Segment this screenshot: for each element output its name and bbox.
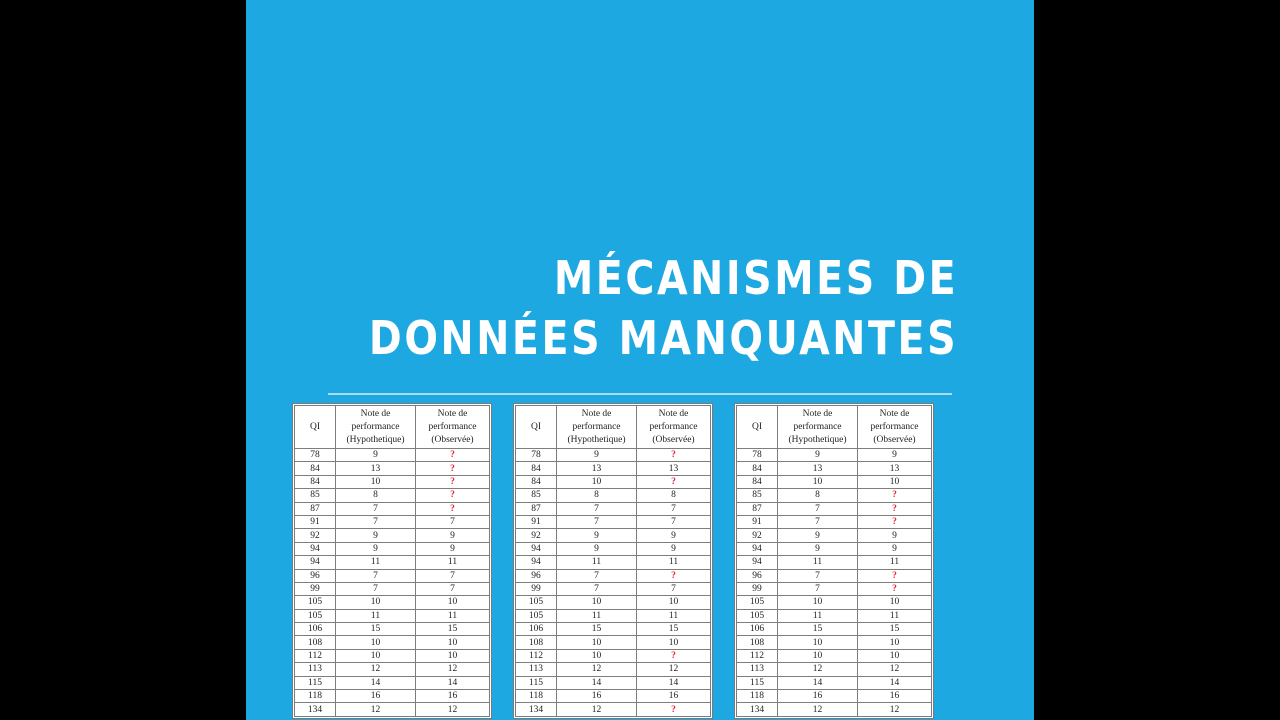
- cell-hypothetique: 7: [336, 569, 416, 582]
- missing-value-marker: ?: [858, 569, 932, 582]
- table-row: [295, 556, 490, 569]
- table-row: [516, 690, 711, 703]
- cell-observee: 10: [858, 475, 932, 488]
- missing-value-marker: ?: [858, 515, 932, 528]
- cell-hypothetique: 11: [557, 556, 637, 569]
- header-qi: QI: [737, 406, 778, 449]
- cell-qi: 91: [516, 515, 557, 528]
- cell-qi: 105: [737, 596, 778, 609]
- cell-qi: 115: [516, 676, 557, 689]
- cell-observee: 12: [858, 703, 932, 716]
- cell-hypothetique: 13: [778, 462, 858, 475]
- cell-qi: 92: [516, 529, 557, 542]
- cell-hypothetique: 11: [778, 556, 858, 569]
- table-mar: [513, 403, 713, 719]
- missing-value-marker: ?: [637, 475, 711, 488]
- cell-hypothetique: 7: [778, 569, 858, 582]
- table-row: [516, 703, 711, 716]
- cell-hypothetique: 7: [336, 515, 416, 528]
- table-row: [516, 636, 711, 649]
- cell-qi: 96: [737, 569, 778, 582]
- cell-qi: 112: [737, 649, 778, 662]
- cell-hypothetique: 10: [778, 596, 858, 609]
- table-row: [295, 542, 490, 555]
- missing-value-marker: ?: [858, 489, 932, 502]
- cell-qi: 105: [516, 596, 557, 609]
- cell-observee: 7: [637, 502, 711, 515]
- cell-hypothetique: 14: [336, 676, 416, 689]
- cell-qi: 106: [516, 623, 557, 636]
- cell-observee: 10: [416, 636, 490, 649]
- cell-hypothetique: 9: [557, 449, 637, 462]
- cell-hypothetique: 12: [778, 703, 858, 716]
- slide-title: [369, 248, 958, 368]
- cell-qi: 78: [737, 449, 778, 462]
- cell-observee: 11: [637, 556, 711, 569]
- cell-observee: 7: [416, 569, 490, 582]
- cell-hypothetique: 9: [778, 542, 858, 555]
- header-observee: Note de performance (Observée): [416, 406, 490, 449]
- cell-qi: 94: [737, 556, 778, 569]
- table-row: [295, 462, 490, 475]
- header-hypothetique: Note de performance (Hypothetique): [557, 406, 637, 449]
- header-row: [295, 406, 490, 449]
- table-row: [737, 449, 932, 462]
- cell-hypothetique: 16: [336, 690, 416, 703]
- cell-observee: 9: [858, 449, 932, 462]
- cell-qi: 112: [516, 649, 557, 662]
- missing-value-marker: ?: [637, 649, 711, 662]
- cell-qi: 113: [295, 663, 336, 676]
- cell-observee: 7: [637, 582, 711, 595]
- cell-observee: 9: [637, 542, 711, 555]
- cell-hypothetique: 15: [557, 623, 637, 636]
- cell-hypothetique: 14: [778, 676, 858, 689]
- cell-hypothetique: 8: [336, 489, 416, 502]
- cell-observee: 9: [637, 529, 711, 542]
- cell-qi: 105: [295, 596, 336, 609]
- cell-hypothetique: 7: [336, 502, 416, 515]
- cell-hypothetique: 7: [778, 502, 858, 515]
- table-row: [295, 636, 490, 649]
- table-row: [295, 449, 490, 462]
- cell-hypothetique: 10: [557, 475, 637, 488]
- table-row: [737, 636, 932, 649]
- missing-value-marker: ?: [637, 703, 711, 716]
- header-qi: QI: [295, 406, 336, 449]
- cell-observee: 11: [858, 609, 932, 622]
- cell-qi: 96: [516, 569, 557, 582]
- cell-hypothetique: 9: [778, 449, 858, 462]
- missing-value-marker: ?: [416, 502, 490, 515]
- cell-observee: 14: [858, 676, 932, 689]
- missing-value-marker: ?: [637, 569, 711, 582]
- data-table: [736, 405, 932, 717]
- cell-qi: 115: [295, 676, 336, 689]
- cell-hypothetique: 15: [778, 623, 858, 636]
- table-row: [295, 663, 490, 676]
- missing-value-marker: ?: [637, 449, 711, 462]
- cell-hypothetique: 11: [557, 609, 637, 622]
- cell-qi: 134: [737, 703, 778, 716]
- cell-hypothetique: 7: [557, 502, 637, 515]
- table-row: [516, 582, 711, 595]
- table-row: [295, 515, 490, 528]
- cell-qi: 84: [295, 462, 336, 475]
- cell-hypothetique: 11: [336, 609, 416, 622]
- table-row: [737, 462, 932, 475]
- cell-observee: 7: [637, 515, 711, 528]
- cell-qi: 84: [737, 475, 778, 488]
- table-row: [737, 676, 932, 689]
- cell-hypothetique: 10: [336, 596, 416, 609]
- cell-qi: 85: [516, 489, 557, 502]
- cell-hypothetique: 8: [557, 489, 637, 502]
- cell-hypothetique: 10: [557, 636, 637, 649]
- cell-observee: 9: [858, 542, 932, 555]
- cell-observee: 14: [637, 676, 711, 689]
- cell-qi: 78: [516, 449, 557, 462]
- missing-value-marker: ?: [858, 502, 932, 515]
- cell-hypothetique: 11: [778, 609, 858, 622]
- cell-observee: 7: [416, 582, 490, 595]
- cell-hypothetique: 12: [557, 703, 637, 716]
- table-row: [295, 690, 490, 703]
- cell-observee: 10: [416, 596, 490, 609]
- cell-qi: 134: [295, 703, 336, 716]
- cell-hypothetique: 10: [557, 596, 637, 609]
- cell-observee: 10: [416, 649, 490, 662]
- table-row: [295, 623, 490, 636]
- header-row: [737, 406, 932, 449]
- cell-qi: 94: [516, 542, 557, 555]
- table-row: [737, 475, 932, 488]
- cell-hypothetique: 14: [557, 676, 637, 689]
- cell-observee: 9: [416, 529, 490, 542]
- cell-qi: 99: [516, 582, 557, 595]
- table-mcar: [292, 403, 492, 719]
- cell-observee: 10: [858, 649, 932, 662]
- cell-observee: 16: [637, 690, 711, 703]
- header-qi: QI: [516, 406, 557, 449]
- table-row: [737, 609, 932, 622]
- table-row: [737, 663, 932, 676]
- table-row: [295, 676, 490, 689]
- table-row: [737, 596, 932, 609]
- cell-observee: 8: [637, 489, 711, 502]
- cell-hypothetique: 10: [778, 649, 858, 662]
- missing-value-marker: ?: [416, 449, 490, 462]
- cell-qi: 112: [295, 649, 336, 662]
- cell-observee: 16: [858, 690, 932, 703]
- cell-hypothetique: 9: [336, 529, 416, 542]
- cell-qi: 94: [295, 542, 336, 555]
- cell-qi: 94: [516, 556, 557, 569]
- table-row: [737, 690, 932, 703]
- cell-qi: 108: [737, 636, 778, 649]
- table-row: [516, 663, 711, 676]
- cell-hypothetique: 13: [557, 462, 637, 475]
- cell-qi: 118: [737, 690, 778, 703]
- cell-qi: 92: [295, 529, 336, 542]
- cell-observee: 10: [637, 596, 711, 609]
- cell-hypothetique: 10: [778, 636, 858, 649]
- cell-observee: 7: [416, 515, 490, 528]
- cell-observee: 16: [416, 690, 490, 703]
- table-row: [737, 529, 932, 542]
- cell-observee: 15: [858, 623, 932, 636]
- cell-hypothetique: 9: [336, 542, 416, 555]
- cell-qi: 85: [295, 489, 336, 502]
- cell-qi: 106: [737, 623, 778, 636]
- cell-qi: 108: [295, 636, 336, 649]
- cell-observee: 13: [637, 462, 711, 475]
- cell-observee: 12: [416, 703, 490, 716]
- cell-qi: 84: [516, 475, 557, 488]
- cell-observee: 15: [416, 623, 490, 636]
- header-observee: Note de performance (Observée): [637, 406, 711, 449]
- cell-qi: 78: [295, 449, 336, 462]
- cell-observee: 13: [858, 462, 932, 475]
- title-line-1: MÉCANISMES DE: [553, 251, 958, 305]
- data-table: [294, 405, 490, 717]
- cell-qi: 118: [295, 690, 336, 703]
- missing-value-marker: ?: [416, 462, 490, 475]
- cell-qi: 99: [737, 582, 778, 595]
- cell-qi: 87: [295, 502, 336, 515]
- cell-qi: 134: [516, 703, 557, 716]
- cell-qi: 118: [516, 690, 557, 703]
- table-row: [737, 703, 932, 716]
- table-row: [295, 649, 490, 662]
- cell-observee: 10: [637, 636, 711, 649]
- cell-hypothetique: 16: [778, 690, 858, 703]
- cell-qi: 94: [295, 556, 336, 569]
- table-row: [516, 569, 711, 582]
- table-row: [516, 462, 711, 475]
- title-line-2: DONNÉES MANQUANTES: [368, 311, 958, 365]
- data-table: [515, 405, 711, 717]
- cell-qi: 91: [295, 515, 336, 528]
- cell-qi: 84: [516, 462, 557, 475]
- table-row: [295, 569, 490, 582]
- table-row: [295, 703, 490, 716]
- cell-qi: 113: [516, 663, 557, 676]
- table-row: [516, 623, 711, 636]
- cell-hypothetique: 10: [336, 475, 416, 488]
- cell-hypothetique: 9: [557, 542, 637, 555]
- table-row: [295, 489, 490, 502]
- header-hypothetique: Note de performance (Hypothetique): [336, 406, 416, 449]
- cell-observee: 12: [416, 663, 490, 676]
- header-observee: Note de performance (Observée): [858, 406, 932, 449]
- cell-hypothetique: 8: [778, 489, 858, 502]
- cell-hypothetique: 12: [778, 663, 858, 676]
- cell-qi: 85: [737, 489, 778, 502]
- cell-hypothetique: 7: [557, 569, 637, 582]
- missing-value-marker: ?: [858, 582, 932, 595]
- cell-hypothetique: 12: [557, 663, 637, 676]
- table-row: [737, 489, 932, 502]
- cell-observee: 12: [637, 663, 711, 676]
- cell-hypothetique: 13: [336, 462, 416, 475]
- table-mnar: [734, 403, 934, 719]
- table-row: [516, 676, 711, 689]
- table-row: [737, 582, 932, 595]
- cell-observee: 14: [416, 676, 490, 689]
- cell-observee: 11: [416, 556, 490, 569]
- table-row: [737, 623, 932, 636]
- table-row: [516, 449, 711, 462]
- cell-observee: 10: [858, 596, 932, 609]
- cell-qi: 92: [737, 529, 778, 542]
- header-hypothetique: Note de performance (Hypothetique): [778, 406, 858, 449]
- cell-observee: 11: [416, 609, 490, 622]
- cell-hypothetique: 7: [778, 582, 858, 595]
- table-row: [737, 515, 932, 528]
- cell-hypothetique: 16: [557, 690, 637, 703]
- table-row: [516, 515, 711, 528]
- table-row: [295, 596, 490, 609]
- cell-qi: 108: [516, 636, 557, 649]
- table-row: [516, 596, 711, 609]
- cell-hypothetique: 10: [336, 636, 416, 649]
- cell-observee: 11: [858, 556, 932, 569]
- title-divider: [328, 393, 952, 395]
- missing-value-marker: ?: [416, 475, 490, 488]
- cell-qi: 91: [737, 515, 778, 528]
- table-row: [516, 542, 711, 555]
- cell-qi: 84: [737, 462, 778, 475]
- table-row: [516, 649, 711, 662]
- table-row: [295, 582, 490, 595]
- cell-qi: 115: [737, 676, 778, 689]
- cell-qi: 113: [737, 663, 778, 676]
- cell-qi: 105: [737, 609, 778, 622]
- cell-hypothetique: 7: [557, 582, 637, 595]
- table-row: [737, 542, 932, 555]
- cell-observee: 9: [858, 529, 932, 542]
- cell-qi: 99: [295, 582, 336, 595]
- header-row: [516, 406, 711, 449]
- cell-qi: 105: [516, 609, 557, 622]
- cell-hypothetique: 7: [557, 515, 637, 528]
- cell-hypothetique: 10: [778, 475, 858, 488]
- cell-hypothetique: 11: [336, 556, 416, 569]
- table-row: [295, 529, 490, 542]
- cell-observee: 10: [858, 636, 932, 649]
- table-row: [516, 556, 711, 569]
- cell-hypothetique: 10: [336, 649, 416, 662]
- table-row: [737, 556, 932, 569]
- cell-qi: 87: [516, 502, 557, 515]
- cell-hypothetique: 10: [557, 649, 637, 662]
- cell-qi: 94: [737, 542, 778, 555]
- cell-hypothetique: 15: [336, 623, 416, 636]
- table-row: [516, 489, 711, 502]
- cell-qi: 96: [295, 569, 336, 582]
- cell-observee: 15: [637, 623, 711, 636]
- cell-hypothetique: 9: [557, 529, 637, 542]
- cell-observee: 11: [637, 609, 711, 622]
- cell-hypothetique: 12: [336, 703, 416, 716]
- table-row: [737, 502, 932, 515]
- cell-hypothetique: 7: [336, 582, 416, 595]
- table-row: [516, 529, 711, 542]
- table-row: [737, 649, 932, 662]
- cell-hypothetique: 12: [336, 663, 416, 676]
- table-row: [295, 475, 490, 488]
- cell-qi: 84: [295, 475, 336, 488]
- table-row: [516, 475, 711, 488]
- cell-qi: 87: [737, 502, 778, 515]
- missing-value-marker: ?: [416, 489, 490, 502]
- table-row: [295, 502, 490, 515]
- cell-observee: 9: [416, 542, 490, 555]
- cell-qi: 105: [295, 609, 336, 622]
- cell-qi: 106: [295, 623, 336, 636]
- table-row: [516, 609, 711, 622]
- cell-observee: 12: [858, 663, 932, 676]
- table-row: [516, 502, 711, 515]
- cell-hypothetique: 7: [778, 515, 858, 528]
- table-row: [295, 609, 490, 622]
- table-row: [737, 569, 932, 582]
- cell-hypothetique: 9: [336, 449, 416, 462]
- slide: [246, 0, 1034, 720]
- cell-hypothetique: 9: [778, 529, 858, 542]
